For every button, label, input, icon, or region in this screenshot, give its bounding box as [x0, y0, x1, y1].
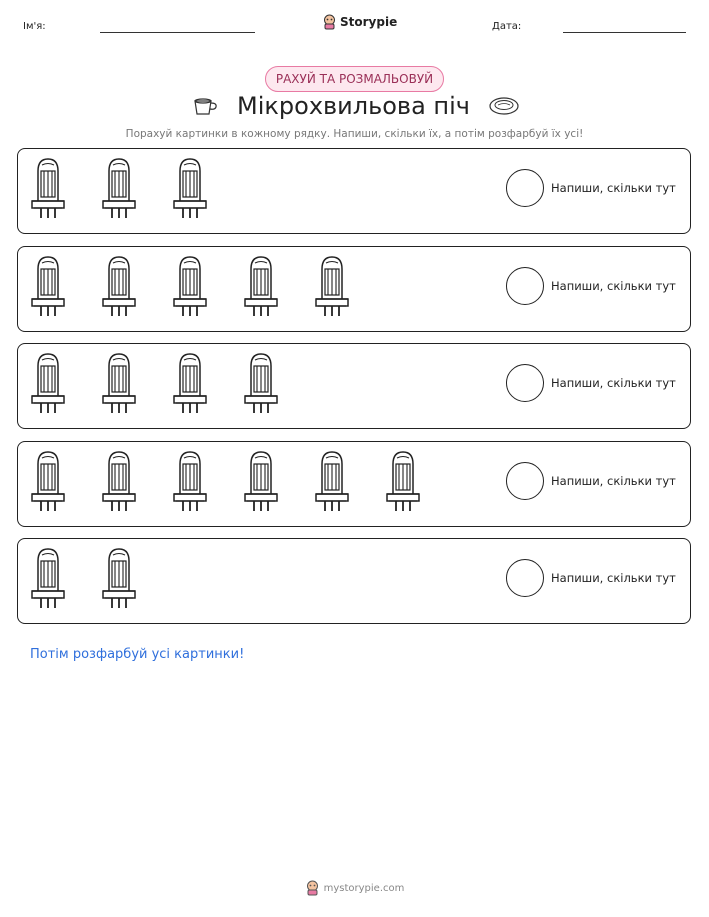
- logo-text: Storypie: [340, 15, 398, 29]
- count-row: [17, 441, 691, 527]
- row-items: [28, 352, 312, 416]
- cup-icon: [189, 95, 219, 117]
- light-bulb-icon[interactable]: [241, 352, 312, 416]
- light-bulb-icon[interactable]: [99, 352, 170, 416]
- light-bulb-icon[interactable]: [170, 352, 241, 416]
- row-items: [28, 450, 454, 514]
- count-row: [17, 343, 691, 429]
- name-label: Ім'я:: [23, 21, 46, 32]
- page-title: Мікрохвильова піч: [237, 92, 470, 120]
- row-items: [28, 157, 241, 221]
- name-line[interactable]: [100, 32, 255, 33]
- row-items: [28, 255, 383, 319]
- light-bulb-icon[interactable]: [28, 450, 99, 514]
- light-bulb-icon[interactable]: [312, 255, 383, 319]
- count-row: [17, 246, 691, 332]
- answer-label: Напиши, скільки тут: [551, 376, 676, 390]
- answer-label: Напиши, скільки тут: [551, 571, 676, 585]
- light-bulb-icon[interactable]: [28, 547, 99, 611]
- answer-label: Напиши, скільки тут: [551, 278, 676, 293]
- light-bulb-icon[interactable]: [28, 352, 99, 416]
- light-bulb-icon[interactable]: [312, 450, 383, 514]
- title-row: [0, 92, 709, 120]
- light-bulb-icon[interactable]: [241, 255, 312, 319]
- storypie-footer-icon: [305, 880, 320, 896]
- light-bulb-icon[interactable]: [99, 450, 170, 514]
- light-bulb-icon[interactable]: [28, 255, 99, 319]
- activity-badge: РАХУЙ ТА РОЗМАЛЬОВУЙ: [265, 66, 444, 92]
- logo: [322, 14, 397, 30]
- row-items: [28, 547, 170, 611]
- answer-circle[interactable]: [506, 364, 544, 402]
- light-bulb-icon[interactable]: [170, 450, 241, 514]
- light-bulb-icon[interactable]: [241, 450, 312, 514]
- answer-label: Напиши, скільки тут: [551, 181, 676, 195]
- coloring-note: Потім розфарбуй усі картинки!: [30, 647, 245, 662]
- light-bulb-icon[interactable]: [99, 547, 170, 611]
- answer-circle[interactable]: [506, 267, 544, 305]
- bowl-icon: [488, 95, 520, 117]
- instructions: Порахуй картинки в кожному рядку. Напиши, скільки їх, а потім розфарбуй їх усі!: [125, 128, 584, 140]
- light-bulb-icon[interactable]: [383, 450, 454, 514]
- storypie-logo-icon: [322, 14, 337, 30]
- badge-wrap: [0, 66, 709, 92]
- answer-circle[interactable]: [506, 559, 544, 597]
- light-bulb-icon[interactable]: [99, 255, 170, 319]
- answer-label: Напиши, скільки тут: [551, 473, 676, 488]
- date-label: Дата:: [492, 21, 522, 32]
- count-row: [17, 148, 691, 234]
- answer-circle[interactable]: [506, 169, 544, 207]
- light-bulb-icon[interactable]: [28, 157, 99, 221]
- light-bulb-icon[interactable]: [99, 157, 170, 221]
- light-bulb-icon[interactable]: [170, 255, 241, 319]
- light-bulb-icon[interactable]: [170, 157, 241, 221]
- site-url: mystorypie.com: [323, 882, 405, 894]
- answer-circle[interactable]: [506, 462, 544, 500]
- count-row: [17, 538, 691, 624]
- date-line[interactable]: [563, 32, 686, 33]
- site-footer: [0, 880, 709, 896]
